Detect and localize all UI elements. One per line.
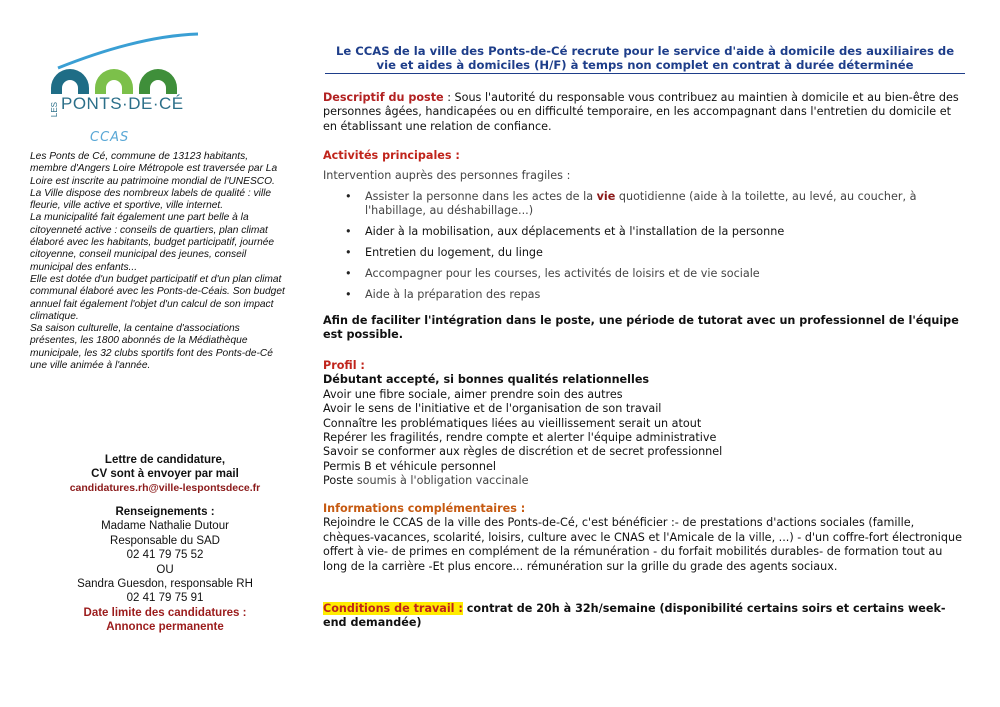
profil-line: Poste soumis à l'obligation vaccinale [323,474,529,488]
profil-line: Repérer les fragilités, rendre compte et alerter l'équipe administrative [323,431,717,445]
city-presentation [30,151,288,372]
apply-line-1: Lettre de candidature, [104,454,226,466]
apply-line-2: CV sont à envoyer par mail [91,468,239,480]
application-email-link[interactable]: candidatures.rh@ville-lespontsdece.fr [69,482,261,494]
list-item: • Aide à la préparation des repas [323,288,965,302]
intro-paragraph: Sa saison culturelle, la centaine d'associations présentes, les 1800 abonnés de la Médiathèque municipale, les 32 clubs sportifs font des Ponts-de-Cé une ville animée à l'année. [30,323,273,372]
page-title: Le CCAS de la ville des Ponts-de-Cé recrute pour le service d'aide à domicile des auxiliaires de vie et aides à domiciles (H/F) à temps non complet en contrat à durée déterminée [325,44,965,74]
activites-list [323,190,965,302]
profil-line: Permis B et véhicule personnel [323,459,497,473]
contact-name-2: Sandra Guesdon, responsable RH [77,578,253,591]
intro-paragraph: Elle est dotée d'un budget participatif et d'un plan climat communal élaboré avec les Ponts-de-Céais. Son budget annuel fait également l'objet d'un calcul de son impact climatique. [30,273,285,322]
infos-text: Rejoindre le CCAS de la ville des Ponts-de-Cé, c'est bénéficier :- de prestations d'actions sociales (famille, chèques-vacances, scolarité, loisirs, culture avec le CNAS et l'Amicale de la ville, ...) - d'un coffre-fort électronique offert à vie- de primes en complément de la rémunération - du forfait mobilités durables- de formation tout au long de la carrière -Et plus encore... rémunération sur la grille du grade des agents sociaux. [323,516,962,573]
contact-phone-2: 02 41 79 75 91 [126,592,204,605]
contact-heading: Renseignements : [115,506,215,518]
job-offer [323,44,968,630]
logo-les-text: LES [50,102,59,118]
profil-line: Connaître les problématiques liées au vieillissement serait un atout [323,416,702,430]
application-block [30,453,300,495]
conditions-section [323,602,965,631]
contact-role-1: Responsable du SAD [110,534,220,547]
profil-line: Avoir une fibre sociale, aimer prendre soin des autres [323,387,623,401]
profil-label: Profil : [323,359,365,372]
ccas-logo [48,30,248,155]
infos-section [323,502,965,574]
deadline-value: Annonce permanente [106,621,224,634]
logo-ccas-text: CCAS [90,130,130,145]
infos-label: Informations complémentaires : [323,502,526,515]
conditions-label: Conditions de travail : [323,602,463,615]
logo-arches-icon [48,30,248,130]
profil-line: Avoir le sens de l'initiative et de l'organisation de son travail [323,402,662,416]
list-item: • Assister la personne dans les actes de la vie quotidienne (aide à la toilette, au levé, au coucher, à l'habillage, au déshabillage...) [323,190,965,218]
deadline-label: Date limite des candidatures : [83,606,247,619]
list-item: • Accompagner pour les courses, les activités de loisirs et de vie sociale [323,267,965,281]
intro-paragraph: La Ville dispose des nombreux labels de qualité : ville fleurie, ville active et sportive, ville internet. [30,187,272,212]
descriptif-label: Descriptif du poste [323,91,444,104]
contact-phone-1: 02 41 79 75 52 [126,549,204,562]
descriptif-text: : Sous l'autorité du responsable vous contribuez au maintien à domicile et au bien-être des personnes âgées, handicapées ou en difficulté temporaire, en les accompagnant dans l'entretien du domicile et en établissant une relation de confiance. [323,91,959,133]
activites-intro: Intervention auprès des personnes fragiles : [323,169,571,183]
list-item: • Entretien du logement, du linge [323,246,965,260]
left-column [30,30,290,634]
contact-name-1: Madame Nathalie Dutour [101,520,229,533]
logo-name-text: PONTS·DE·CÉ [61,94,184,113]
activites-section [323,149,965,302]
intro-paragraph: Les Ponts de Cé, commune de 13123 habitants, membre d'Angers Loire Métropole est traversée par La Loire est inscrite au patrimoine mondial de l'UNESCO. [30,151,278,187]
profil-section [323,359,965,489]
list-item: • Aider à la mobilisation, aux déplacements et à l'installation de la personne [323,225,965,239]
descriptif-section [323,91,965,134]
intro-paragraph: La municipalité fait également une part belle à la citoyenneté active : conseils de quartiers, plan climat élaboré avec les habitants, budget participatif, journée citoyenne, conseil municipal des jeunes, conseil municipal des enfants... [30,212,275,273]
tutorat-note: Afin de faciliter l'intégration dans le poste, une période de tutorat avec un professionnel de l'équipe est possible. [323,314,959,342]
contact-block [30,505,300,635]
conditions-text: contrat de 20h à 32h/semaine (disponibilité certains soirs et certains week-end demandée) [323,602,946,630]
activites-label: Activités principales : [323,149,460,162]
contact-or: OU [156,563,174,576]
profil-line: Savoir se conformer aux règles de discrétion et de secret professionnel [323,445,723,459]
profil-lead: Débutant accepté, si bonnes qualités relationnelles [323,373,650,387]
